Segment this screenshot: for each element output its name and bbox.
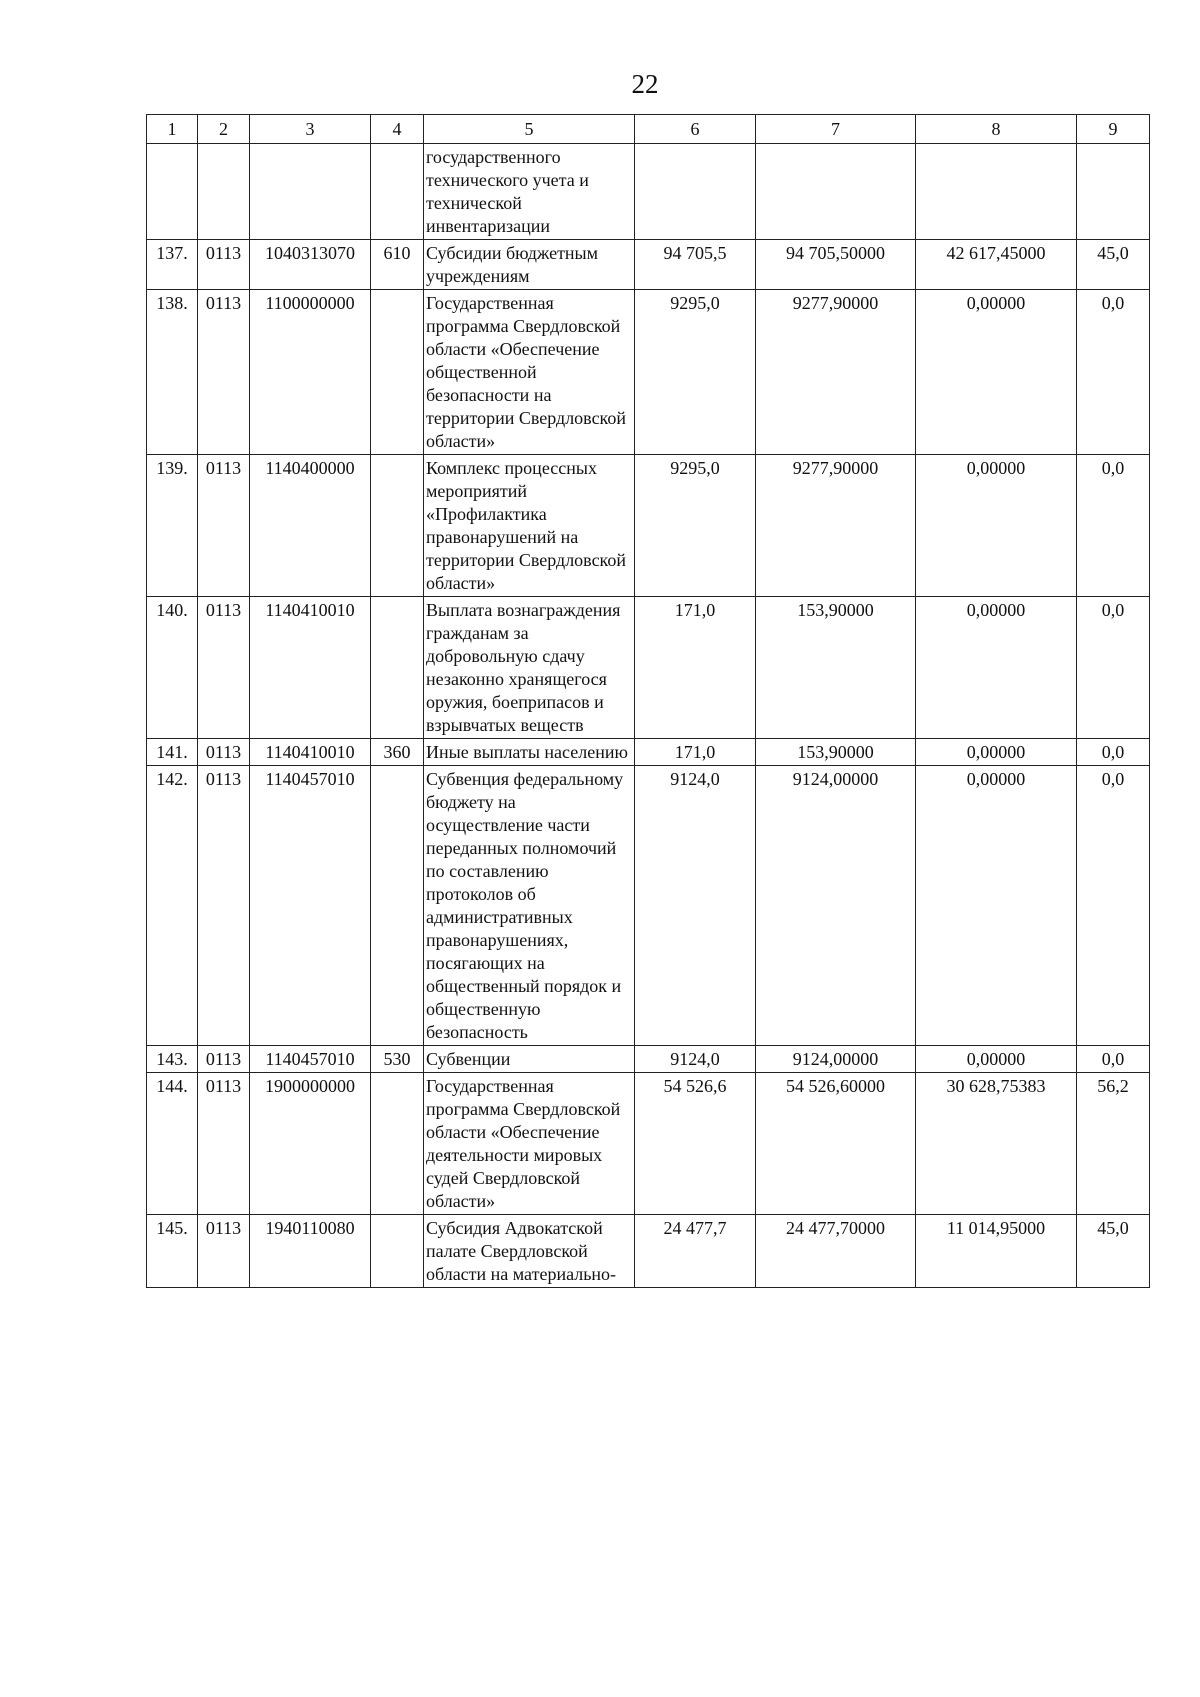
expense-name: Субсидия Адвокатской палате Свердловской области на материально- xyxy=(424,1215,635,1288)
target-article-code: 1900000000 xyxy=(250,1073,371,1215)
column-header: 3 xyxy=(250,115,371,144)
column-header: 4 xyxy=(371,115,424,144)
row-number: 144. xyxy=(147,1073,198,1215)
table-row xyxy=(147,1046,1150,1073)
section-code xyxy=(198,144,250,240)
target-article-code: 1140400000 xyxy=(250,455,371,597)
section-code: 0113 xyxy=(198,1215,250,1288)
refined-amount: 153,90000 xyxy=(756,739,916,766)
expense-type-code: 360 xyxy=(371,739,424,766)
target-article-code: 1140457010 xyxy=(250,766,371,1046)
execution-percent: 45,0 xyxy=(1077,240,1150,290)
executed-amount: 0,00000 xyxy=(916,455,1077,597)
approved-amount: 9124,0 xyxy=(635,766,756,1046)
target-article-code: 1100000000 xyxy=(250,290,371,455)
refined-amount: 94 705,50000 xyxy=(756,240,916,290)
executed-amount: 42 617,45000 xyxy=(916,240,1077,290)
table-row xyxy=(147,739,1150,766)
section-code: 0113 xyxy=(198,455,250,597)
refined-amount: 9277,90000 xyxy=(756,290,916,455)
executed-amount: 11 014,95000 xyxy=(916,1215,1077,1288)
row-number: 139. xyxy=(147,455,198,597)
approved-amount: 171,0 xyxy=(635,739,756,766)
expense-type-code xyxy=(371,455,424,597)
expense-name: Субсидии бюджетным учреждениям xyxy=(424,240,635,290)
row-number: 145. xyxy=(147,1215,198,1288)
executed-amount: 30 628,75383 xyxy=(916,1073,1077,1215)
expense-name: Субвенции xyxy=(424,1046,635,1073)
refined-amount: 9124,00000 xyxy=(756,1046,916,1073)
refined-amount xyxy=(756,144,916,240)
refined-amount: 9277,90000 xyxy=(756,455,916,597)
approved-amount: 9124,0 xyxy=(635,1046,756,1073)
approved-amount: 171,0 xyxy=(635,597,756,739)
expense-name: Комплекс процессных мероприятий «Профилактика правонарушений на территории Свердловской области» xyxy=(424,455,635,597)
execution-percent: 0,0 xyxy=(1077,290,1150,455)
execution-percent: 0,0 xyxy=(1077,739,1150,766)
expense-type-code: 610 xyxy=(371,240,424,290)
column-header: 8 xyxy=(916,115,1077,144)
executed-amount: 0,00000 xyxy=(916,597,1077,739)
executed-amount xyxy=(916,144,1077,240)
row-number: 143. xyxy=(147,1046,198,1073)
executed-amount: 0,00000 xyxy=(916,766,1077,1046)
expense-type-code xyxy=(371,766,424,1046)
execution-percent: 0,0 xyxy=(1077,766,1150,1046)
expense-name: Выплата вознаграждения гражданам за добровольную сдачу незаконно хранящегося оружия, боеприпасов и взрывчатых веществ xyxy=(424,597,635,739)
target-article-code: 1140410010 xyxy=(250,597,371,739)
refined-amount: 9124,00000 xyxy=(756,766,916,1046)
column-header: 5 xyxy=(424,115,635,144)
approved-amount: 94 705,5 xyxy=(635,240,756,290)
table-row xyxy=(147,1215,1150,1288)
expense-name: Иные выплаты населению xyxy=(424,739,635,766)
row-number: 141. xyxy=(147,739,198,766)
execution-percent: 0,0 xyxy=(1077,1046,1150,1073)
table-row xyxy=(147,1073,1150,1215)
section-code: 0113 xyxy=(198,597,250,739)
expense-name: Субвенция федеральному бюджету на осуществление части переданных полномочий по составлению протоколов об административных правонарушениях, посягающих на общественный порядок и общественную безопасность xyxy=(424,766,635,1046)
expense-type-code xyxy=(371,1215,424,1288)
section-code: 0113 xyxy=(198,1046,250,1073)
section-code: 0113 xyxy=(198,1073,250,1215)
section-code: 0113 xyxy=(198,739,250,766)
approved-amount xyxy=(635,144,756,240)
executed-amount: 0,00000 xyxy=(916,739,1077,766)
header-row xyxy=(147,115,1150,144)
section-code: 0113 xyxy=(198,240,250,290)
executed-amount: 0,00000 xyxy=(916,1046,1077,1073)
section-code: 0113 xyxy=(198,766,250,1046)
table-row xyxy=(147,597,1150,739)
approved-amount: 24 477,7 xyxy=(635,1215,756,1288)
column-header: 9 xyxy=(1077,115,1150,144)
execution-percent: 45,0 xyxy=(1077,1215,1150,1288)
expense-type-code xyxy=(371,290,424,455)
row-number: 138. xyxy=(147,290,198,455)
refined-amount: 153,90000 xyxy=(756,597,916,739)
target-article-code: 1140410010 xyxy=(250,739,371,766)
approved-amount: 54 526,6 xyxy=(635,1073,756,1215)
table-row xyxy=(147,240,1150,290)
executed-amount: 0,00000 xyxy=(916,290,1077,455)
column-header: 6 xyxy=(635,115,756,144)
row-number xyxy=(147,144,198,240)
expense-type-code xyxy=(371,597,424,739)
expense-type-code xyxy=(371,144,424,240)
expense-name: Государственная программа Свердловской области «Обеспечение общественной безопасности на территории Свердловской области» xyxy=(424,290,635,455)
target-article-code: 1940110080 xyxy=(250,1215,371,1288)
table-row xyxy=(147,290,1150,455)
execution-percent: 0,0 xyxy=(1077,597,1150,739)
table-row xyxy=(147,766,1150,1046)
target-article-code: 1140457010 xyxy=(250,1046,371,1073)
page-number: 22 xyxy=(631,69,659,99)
row-number: 137. xyxy=(147,240,198,290)
column-header: 1 xyxy=(147,115,198,144)
execution-percent: 0,0 xyxy=(1077,455,1150,597)
column-header: 2 xyxy=(198,115,250,144)
expense-type-code: 530 xyxy=(371,1046,424,1073)
column-header: 7 xyxy=(756,115,916,144)
table-row xyxy=(147,455,1150,597)
approved-amount: 9295,0 xyxy=(635,290,756,455)
execution-percent: 56,2 xyxy=(1077,1073,1150,1215)
refined-amount: 54 526,60000 xyxy=(756,1073,916,1215)
row-number: 140. xyxy=(147,597,198,739)
execution-percent xyxy=(1077,144,1150,240)
approved-amount: 9295,0 xyxy=(635,455,756,597)
expense-name: Государственная программа Свердловской области «Обеспечение деятельности мировых судей Свердловской области» xyxy=(424,1073,635,1215)
budget-table xyxy=(146,114,1150,1288)
row-number: 142. xyxy=(147,766,198,1046)
table-row xyxy=(147,144,1150,240)
expense-type-code xyxy=(371,1073,424,1215)
section-code: 0113 xyxy=(198,290,250,455)
expense-name: государственного технического учета и технической инвентаризации xyxy=(424,144,635,240)
refined-amount: 24 477,70000 xyxy=(756,1215,916,1288)
table-body xyxy=(147,144,1150,1288)
target-article-code: 1040313070 xyxy=(250,240,371,290)
target-article-code xyxy=(250,144,371,240)
